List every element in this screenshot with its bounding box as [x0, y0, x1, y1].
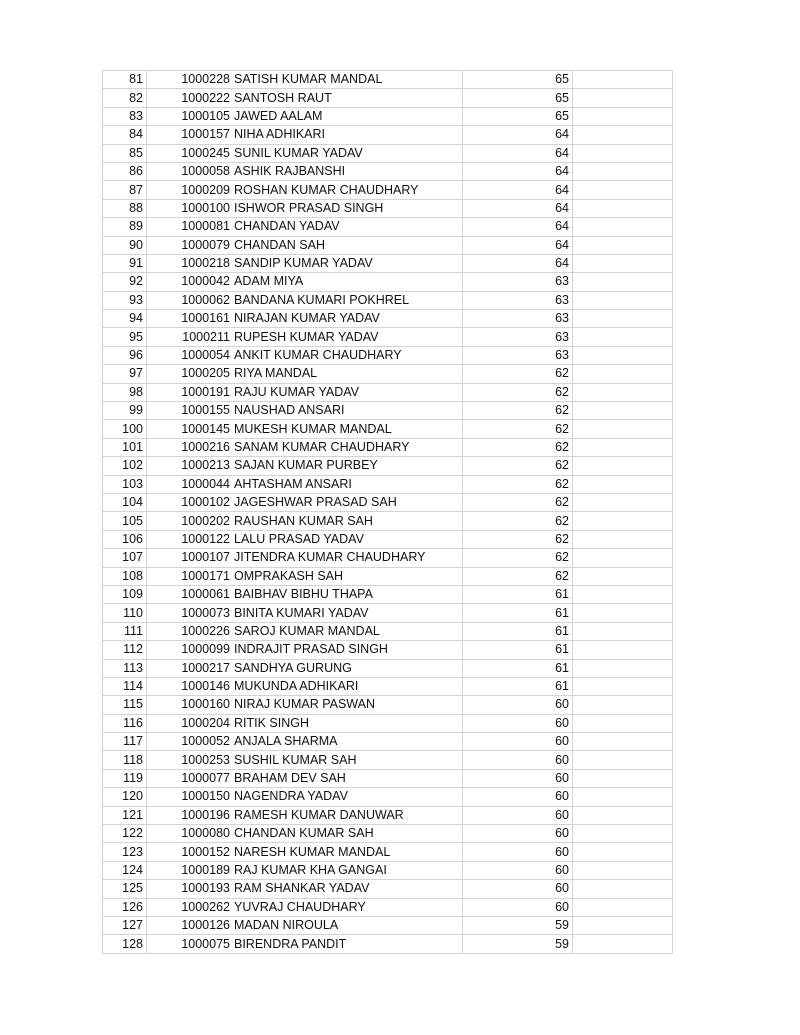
empty-cell: [573, 457, 673, 475]
student-id-cell: 1000061: [147, 585, 233, 603]
table-row: [103, 402, 673, 420]
student-id-cell: 1000052: [147, 733, 233, 751]
student-name-cell: ROSHAN KUMAR CHAUDHARY: [232, 181, 463, 199]
table-row: [103, 843, 673, 861]
marks-cell: 65: [463, 89, 573, 107]
rank-cell: 84: [103, 126, 147, 144]
table-row: [103, 218, 673, 236]
student-name-cell: BRAHAM DEV SAH: [232, 769, 463, 787]
rank-cell: 83: [103, 107, 147, 125]
student-name-cell: RUPESH KUMAR YADAV: [232, 328, 463, 346]
marks-cell: 61: [463, 604, 573, 622]
rank-cell: 125: [103, 880, 147, 898]
table-row: [103, 677, 673, 695]
table-row: [103, 365, 673, 383]
student-name-cell: JITENDRA KUMAR CHAUDHARY: [232, 549, 463, 567]
student-id-cell: 1000077: [147, 769, 233, 787]
student-id-cell: 1000193: [147, 880, 233, 898]
student-id-cell: 1000218: [147, 254, 233, 272]
student-name-cell: SANDHYA GURUNG: [232, 659, 463, 677]
table-row: [103, 825, 673, 843]
table-row: [103, 604, 673, 622]
empty-cell: [573, 126, 673, 144]
table-row: [103, 236, 673, 254]
table-row: [103, 493, 673, 511]
rank-cell: 88: [103, 199, 147, 217]
rank-cell: 120: [103, 788, 147, 806]
marks-cell: 60: [463, 733, 573, 751]
table-row: [103, 512, 673, 530]
rank-cell: 103: [103, 475, 147, 493]
marks-cell: 61: [463, 585, 573, 603]
student-name-cell: YUVRAJ CHAUDHARY: [232, 898, 463, 916]
student-name-cell: LALU PRASAD YADAV: [232, 530, 463, 548]
marks-cell: 62: [463, 475, 573, 493]
marks-cell: 65: [463, 107, 573, 125]
student-id-cell: 1000189: [147, 861, 233, 879]
student-name-cell: JAWED AALAM: [232, 107, 463, 125]
table-row: [103, 328, 673, 346]
student-id-cell: 1000209: [147, 181, 233, 199]
rank-cell: 93: [103, 291, 147, 309]
student-id-cell: 1000155: [147, 402, 233, 420]
empty-cell: [573, 236, 673, 254]
student-name-cell: BANDANA KUMARI POKHREL: [232, 291, 463, 309]
table-row: [103, 898, 673, 916]
table-row: [103, 549, 673, 567]
rank-cell: 106: [103, 530, 147, 548]
table-row: [103, 254, 673, 272]
rank-cell: 124: [103, 861, 147, 879]
marks-cell: 64: [463, 126, 573, 144]
rank-cell: 113: [103, 659, 147, 677]
student-id-cell: 1000262: [147, 898, 233, 916]
empty-cell: [573, 420, 673, 438]
empty-cell: [573, 71, 673, 89]
student-name-cell: MUKESH KUMAR MANDAL: [232, 420, 463, 438]
marks-cell: 62: [463, 365, 573, 383]
student-name-cell: ANKIT KUMAR CHAUDHARY: [232, 346, 463, 364]
student-id-cell: 1000216: [147, 438, 233, 456]
student-name-cell: RAM SHANKAR YADAV: [232, 880, 463, 898]
empty-cell: [573, 273, 673, 291]
empty-cell: [573, 89, 673, 107]
rank-cell: 114: [103, 677, 147, 695]
student-id-cell: 1000145: [147, 420, 233, 438]
empty-cell: [573, 549, 673, 567]
student-id-cell: 1000075: [147, 935, 233, 953]
marks-cell: 64: [463, 181, 573, 199]
student-id-cell: 1000157: [147, 126, 233, 144]
marks-cell: 62: [463, 549, 573, 567]
empty-cell: [573, 916, 673, 934]
marks-cell: 62: [463, 512, 573, 530]
rank-cell: 119: [103, 769, 147, 787]
student-id-cell: 1000253: [147, 751, 233, 769]
student-name-cell: BINITA KUMARI YADAV: [232, 604, 463, 622]
student-id-cell: 1000161: [147, 310, 233, 328]
marks-cell: 63: [463, 346, 573, 364]
empty-cell: [573, 162, 673, 180]
rank-cell: 116: [103, 714, 147, 732]
student-id-cell: 1000100: [147, 199, 233, 217]
table-row: [103, 346, 673, 364]
student-id-cell: 1000245: [147, 144, 233, 162]
student-id-cell: 1000058: [147, 162, 233, 180]
empty-cell: [573, 181, 673, 199]
table-row: [103, 806, 673, 824]
student-name-cell: RIYA MANDAL: [232, 365, 463, 383]
student-name-cell: MUKUNDA ADHIKARI: [232, 677, 463, 695]
table-row: [103, 880, 673, 898]
marks-cell: 60: [463, 751, 573, 769]
student-name-cell: SAJAN KUMAR PURBEY: [232, 457, 463, 475]
student-id-cell: 1000146: [147, 677, 233, 695]
rank-cell: 94: [103, 310, 147, 328]
marks-cell: 60: [463, 843, 573, 861]
table-row: [103, 310, 673, 328]
rank-cell: 104: [103, 493, 147, 511]
empty-cell: [573, 199, 673, 217]
rank-cell: 127: [103, 916, 147, 934]
table-row: [103, 144, 673, 162]
table-row: [103, 273, 673, 291]
empty-cell: [573, 714, 673, 732]
table-row: [103, 420, 673, 438]
rank-cell: 105: [103, 512, 147, 530]
empty-cell: [573, 622, 673, 640]
marks-cell: 62: [463, 493, 573, 511]
rank-cell: 98: [103, 383, 147, 401]
table-row: [103, 714, 673, 732]
empty-cell: [573, 402, 673, 420]
table-row: [103, 659, 673, 677]
student-id-cell: 1000073: [147, 604, 233, 622]
student-name-cell: CHANDAN YADAV: [232, 218, 463, 236]
rank-cell: 81: [103, 71, 147, 89]
student-name-cell: CHANDAN KUMAR SAH: [232, 825, 463, 843]
marks-cell: 63: [463, 273, 573, 291]
rank-cell: 123: [103, 843, 147, 861]
empty-cell: [573, 751, 673, 769]
student-name-cell: RAJU KUMAR YADAV: [232, 383, 463, 401]
marks-cell: 62: [463, 457, 573, 475]
empty-cell: [573, 365, 673, 383]
rank-cell: 95: [103, 328, 147, 346]
student-id-cell: 1000196: [147, 806, 233, 824]
student-name-cell: SATISH KUMAR MANDAL: [232, 71, 463, 89]
marks-cell: 64: [463, 162, 573, 180]
student-name-cell: RAJ KUMAR KHA GANGAI: [232, 861, 463, 879]
marks-cell: 61: [463, 677, 573, 695]
student-id-cell: 1000205: [147, 365, 233, 383]
rank-cell: 91: [103, 254, 147, 272]
student-name-cell: NIRAJ KUMAR PASWAN: [232, 696, 463, 714]
rank-cell: 109: [103, 585, 147, 603]
rank-cell: 92: [103, 273, 147, 291]
student-id-cell: 1000102: [147, 493, 233, 511]
empty-cell: [573, 677, 673, 695]
table-row: [103, 935, 673, 953]
marks-cell: 65: [463, 71, 573, 89]
student-name-cell: OMPRAKASH SAH: [232, 567, 463, 585]
student-name-cell: NIHA ADHIKARI: [232, 126, 463, 144]
table-row: [103, 107, 673, 125]
student-name-cell: RAUSHAN KUMAR SAH: [232, 512, 463, 530]
marks-cell: 59: [463, 916, 573, 934]
student-name-cell: RAMESH KUMAR DANUWAR: [232, 806, 463, 824]
student-name-cell: NIRAJAN KUMAR YADAV: [232, 310, 463, 328]
marks-cell: 61: [463, 659, 573, 677]
rank-cell: 117: [103, 733, 147, 751]
table-row: [103, 733, 673, 751]
table-row: [103, 162, 673, 180]
table-row: [103, 199, 673, 217]
empty-cell: [573, 107, 673, 125]
student-name-cell: ADAM MIYA: [232, 273, 463, 291]
student-id-cell: 1000122: [147, 530, 233, 548]
student-name-cell: AHTASHAM ANSARI: [232, 475, 463, 493]
rank-cell: 96: [103, 346, 147, 364]
student-id-cell: 1000099: [147, 641, 233, 659]
empty-cell: [573, 383, 673, 401]
student-id-cell: 1000222: [147, 89, 233, 107]
empty-cell: [573, 659, 673, 677]
student-name-cell: NAUSHAD ANSARI: [232, 402, 463, 420]
rank-cell: 102: [103, 457, 147, 475]
table-row: [103, 530, 673, 548]
empty-cell: [573, 310, 673, 328]
student-name-cell: CHANDAN SAH: [232, 236, 463, 254]
rank-cell: 112: [103, 641, 147, 659]
student-id-cell: 1000226: [147, 622, 233, 640]
student-id-cell: 1000126: [147, 916, 233, 934]
marks-cell: 64: [463, 144, 573, 162]
marks-cell: 62: [463, 567, 573, 585]
marks-cell: 64: [463, 254, 573, 272]
student-name-cell: SUSHIL KUMAR SAH: [232, 751, 463, 769]
table-row: [103, 181, 673, 199]
student-name-cell: SAROJ KUMAR MANDAL: [232, 622, 463, 640]
student-id-cell: 1000062: [147, 291, 233, 309]
rank-cell: 85: [103, 144, 147, 162]
table-row: [103, 585, 673, 603]
empty-cell: [573, 861, 673, 879]
table-row: [103, 751, 673, 769]
student-id-cell: 1000160: [147, 696, 233, 714]
empty-cell: [573, 475, 673, 493]
marks-cell: 61: [463, 622, 573, 640]
student-id-cell: 1000054: [147, 346, 233, 364]
student-id-cell: 1000080: [147, 825, 233, 843]
empty-cell: [573, 291, 673, 309]
marks-cell: 61: [463, 641, 573, 659]
student-id-cell: 1000213: [147, 457, 233, 475]
rank-cell: 118: [103, 751, 147, 769]
table-row: [103, 291, 673, 309]
marks-cell: 60: [463, 880, 573, 898]
empty-cell: [573, 585, 673, 603]
marks-cell: 64: [463, 218, 573, 236]
student-id-cell: 1000171: [147, 567, 233, 585]
empty-cell: [573, 346, 673, 364]
rank-cell: 86: [103, 162, 147, 180]
student-name-cell: SANDIP KUMAR YADAV: [232, 254, 463, 272]
empty-cell: [573, 328, 673, 346]
marks-cell: 63: [463, 291, 573, 309]
student-name-cell: RITIK SINGH: [232, 714, 463, 732]
empty-cell: [573, 493, 673, 511]
rank-cell: 111: [103, 622, 147, 640]
empty-cell: [573, 144, 673, 162]
empty-cell: [573, 898, 673, 916]
rank-cell: 126: [103, 898, 147, 916]
table-row: [103, 71, 673, 89]
table-row: [103, 916, 673, 934]
table-row: [103, 861, 673, 879]
rank-cell: 87: [103, 181, 147, 199]
table-row: [103, 622, 673, 640]
table-row: [103, 696, 673, 714]
marks-cell: 62: [463, 530, 573, 548]
marks-cell: 62: [463, 420, 573, 438]
marks-cell: 64: [463, 236, 573, 254]
marks-cell: 60: [463, 806, 573, 824]
student-id-cell: 1000079: [147, 236, 233, 254]
empty-cell: [573, 696, 673, 714]
rank-cell: 121: [103, 806, 147, 824]
student-name-cell: ASHIK RAJBANSHI: [232, 162, 463, 180]
rank-cell: 122: [103, 825, 147, 843]
empty-cell: [573, 843, 673, 861]
rank-cell: 100: [103, 420, 147, 438]
student-id-cell: 1000042: [147, 273, 233, 291]
student-id-cell: 1000217: [147, 659, 233, 677]
student-id-cell: 1000107: [147, 549, 233, 567]
marks-cell: 60: [463, 696, 573, 714]
student-id-cell: 1000204: [147, 714, 233, 732]
student-name-cell: MADAN NIROULA: [232, 916, 463, 934]
results-table: [102, 70, 673, 954]
student-name-cell: SANTOSH RAUT: [232, 89, 463, 107]
rank-cell: 110: [103, 604, 147, 622]
rank-cell: 90: [103, 236, 147, 254]
marks-cell: 60: [463, 788, 573, 806]
student-name-cell: NAGENDRA YADAV: [232, 788, 463, 806]
rank-cell: 107: [103, 549, 147, 567]
results-table-body: [103, 71, 673, 954]
rank-cell: 82: [103, 89, 147, 107]
marks-cell: 62: [463, 383, 573, 401]
table-row: [103, 457, 673, 475]
student-id-cell: 1000211: [147, 328, 233, 346]
student-name-cell: ANJALA SHARMA: [232, 733, 463, 751]
table-row: [103, 475, 673, 493]
student-name-cell: SANAM KUMAR CHAUDHARY: [232, 438, 463, 456]
student-id-cell: 1000152: [147, 843, 233, 861]
student-id-cell: 1000105: [147, 107, 233, 125]
student-id-cell: 1000081: [147, 218, 233, 236]
student-id-cell: 1000191: [147, 383, 233, 401]
empty-cell: [573, 788, 673, 806]
marks-cell: 60: [463, 769, 573, 787]
student-name-cell: JAGESHWAR PRASAD SAH: [232, 493, 463, 511]
student-id-cell: 1000202: [147, 512, 233, 530]
student-name-cell: ISHWOR PRASAD SINGH: [232, 199, 463, 217]
rank-cell: 115: [103, 696, 147, 714]
marks-cell: 62: [463, 438, 573, 456]
rank-cell: 97: [103, 365, 147, 383]
marks-cell: 62: [463, 402, 573, 420]
table-row: [103, 383, 673, 401]
empty-cell: [573, 935, 673, 953]
student-name-cell: NARESH KUMAR MANDAL: [232, 843, 463, 861]
rank-cell: 128: [103, 935, 147, 953]
empty-cell: [573, 880, 673, 898]
table-row: [103, 126, 673, 144]
empty-cell: [573, 438, 673, 456]
marks-cell: 60: [463, 898, 573, 916]
empty-cell: [573, 530, 673, 548]
rank-cell: 101: [103, 438, 147, 456]
rank-cell: 99: [103, 402, 147, 420]
empty-cell: [573, 218, 673, 236]
marks-cell: 64: [463, 199, 573, 217]
marks-cell: 63: [463, 328, 573, 346]
table-row: [103, 769, 673, 787]
marks-cell: 60: [463, 825, 573, 843]
student-id-cell: 1000044: [147, 475, 233, 493]
marks-cell: 60: [463, 861, 573, 879]
table-row: [103, 641, 673, 659]
student-name-cell: SUNIL KUMAR YADAV: [232, 144, 463, 162]
empty-cell: [573, 769, 673, 787]
empty-cell: [573, 604, 673, 622]
empty-cell: [573, 733, 673, 751]
table-row: [103, 89, 673, 107]
student-id-cell: 1000150: [147, 788, 233, 806]
empty-cell: [573, 567, 673, 585]
empty-cell: [573, 641, 673, 659]
empty-cell: [573, 806, 673, 824]
marks-cell: 63: [463, 310, 573, 328]
table-row: [103, 788, 673, 806]
marks-cell: 60: [463, 714, 573, 732]
student-name-cell: INDRAJIT PRASAD SINGH: [232, 641, 463, 659]
student-name-cell: BIRENDRA PANDIT: [232, 935, 463, 953]
empty-cell: [573, 825, 673, 843]
marks-cell: 59: [463, 935, 573, 953]
rank-cell: 108: [103, 567, 147, 585]
table-row: [103, 567, 673, 585]
student-id-cell: 1000228: [147, 71, 233, 89]
rank-cell: 89: [103, 218, 147, 236]
empty-cell: [573, 512, 673, 530]
table-row: [103, 438, 673, 456]
student-name-cell: BAIBHAV BIBHU THAPA: [232, 585, 463, 603]
empty-cell: [573, 254, 673, 272]
